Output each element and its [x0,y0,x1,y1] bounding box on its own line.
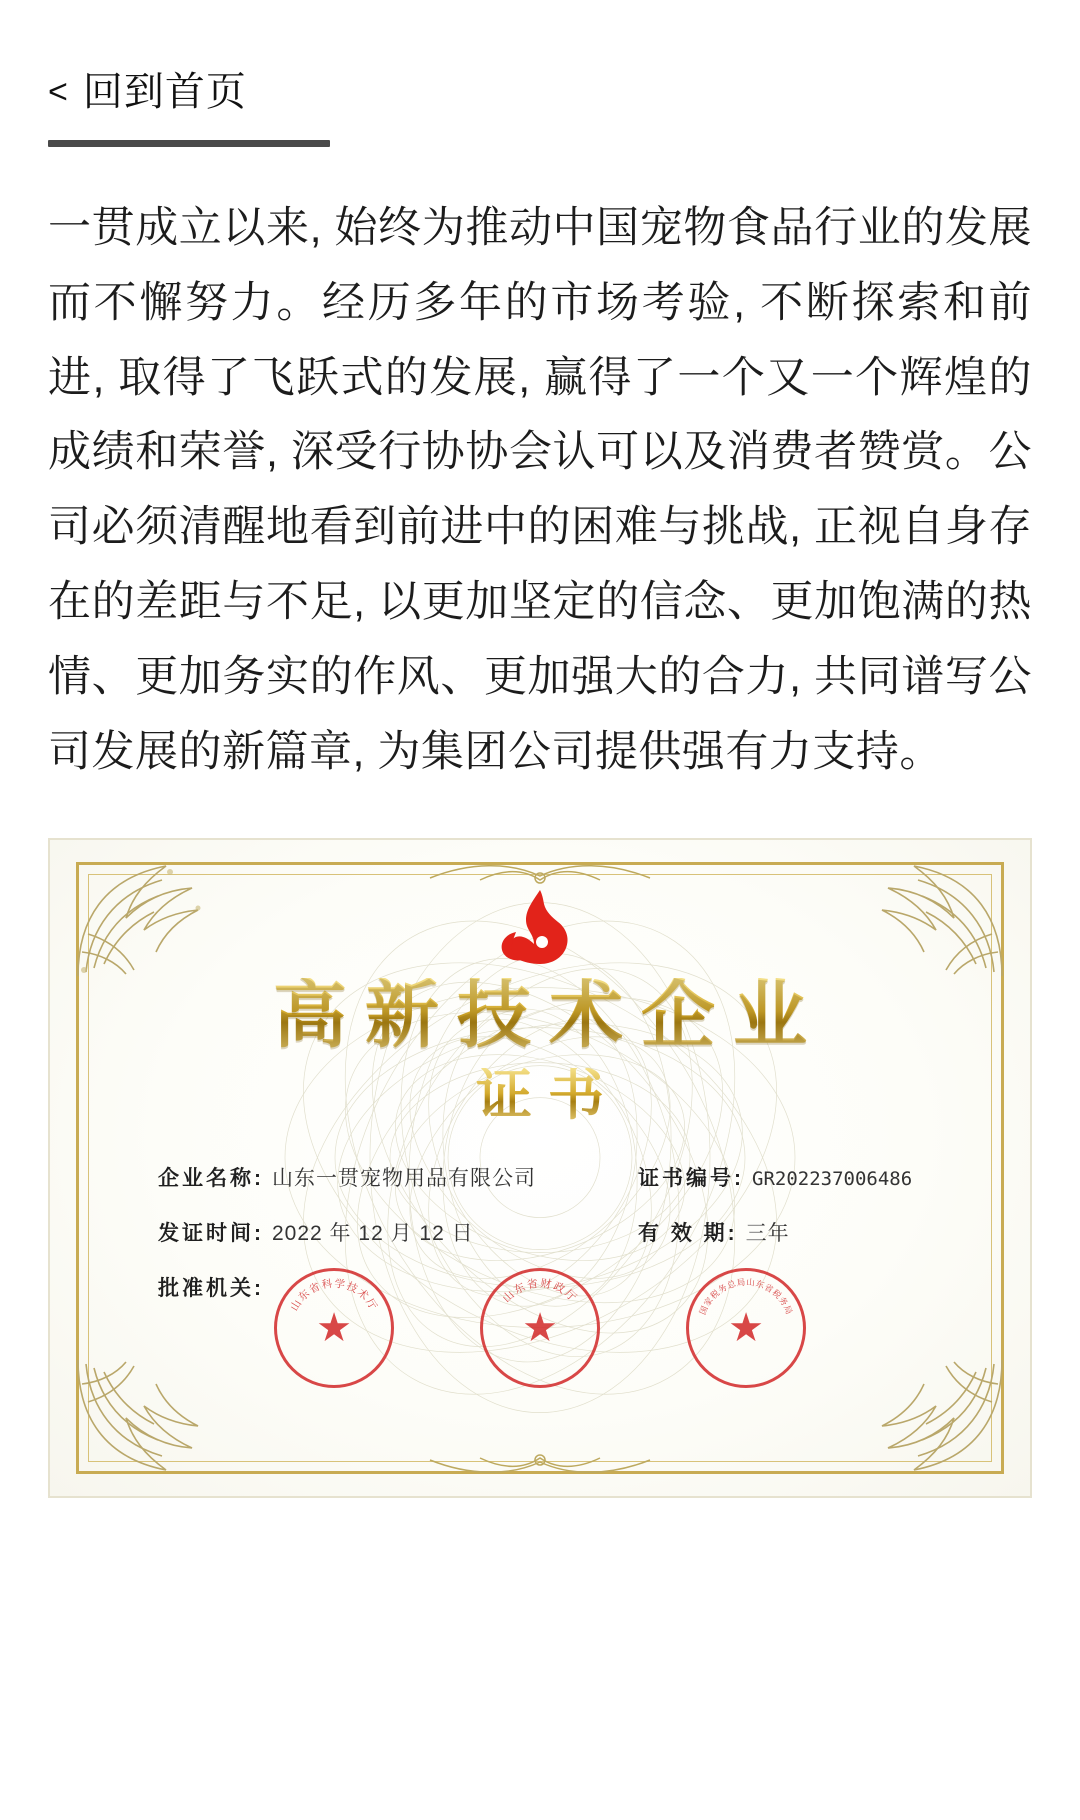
svg-text:山东省科学技术厅: 山东省科学技术厅 [288,1277,380,1313]
field-value: 2022 年 12 月 12 日 [272,1221,474,1245]
field-label: 发证时间: [158,1221,264,1245]
back-to-home-link[interactable] [48,72,247,112]
certificate-fields [158,1162,944,1327]
field-label: 批准机关: [158,1276,264,1300]
certificate-field-row [158,1272,944,1305]
svg-text:国家税务总局山东省税务局: 国家税务总局山东省税务局 [698,1277,794,1317]
field-approval-authority [158,1272,638,1305]
field-label: 有 效 期: [638,1221,738,1245]
seal-star-icon: ★ [316,1305,352,1350]
field-certificate-number [638,1162,912,1192]
chevron-left-icon: < [48,73,69,111]
certificate-field-row [158,1162,944,1192]
field-validity-period [638,1217,790,1247]
certificate-logo-icon [492,888,588,972]
field-company-name [158,1162,638,1192]
field-label: 证书编号: [638,1166,744,1190]
seal-star-icon: ★ [522,1305,558,1350]
article-paragraph: 一贯成立以来, 始终为推动中国宠物食品行业的发展而不懈努力。经历多年的市场考验, 不断探索和前进, 取得了飞跃式的发展, 赢得了一个又一个辉煌的成绩和荣誉, 深受行协协会认可以及消费者赞赏。公司必须清醒地看到前进中的困难与挑战, 正视自身存在的差距与不足, 以更加坚定的信念、更加饱满的热情、更加务实的作风、更加强大的合力, 共同谱写公司发展的新篇章, 为集团公司提供强有力支持。 [48,204,1032,776]
certificate-subtitle: 证书 [50,1068,1030,1124]
field-label: 企业名称: [158,1166,264,1190]
back-to-home-label: 回到首页 [82,70,247,114]
back-bar [48,0,1032,147]
field-value: GR202237006486 [752,1167,913,1190]
svg-text:山东省财政厅: 山东省财政厅 [499,1276,581,1305]
certificate-field-row [158,1217,944,1247]
field-value: 山东一贯宠物用品有限公司 [272,1166,536,1190]
seal-star-icon: ★ [728,1305,764,1350]
certificate-image [48,838,1032,1498]
field-issue-date [158,1217,638,1247]
certificate-title: 高新技术企业 [50,978,1030,1052]
field-value: 三年 [745,1221,790,1245]
back-underline-divider [48,140,330,147]
